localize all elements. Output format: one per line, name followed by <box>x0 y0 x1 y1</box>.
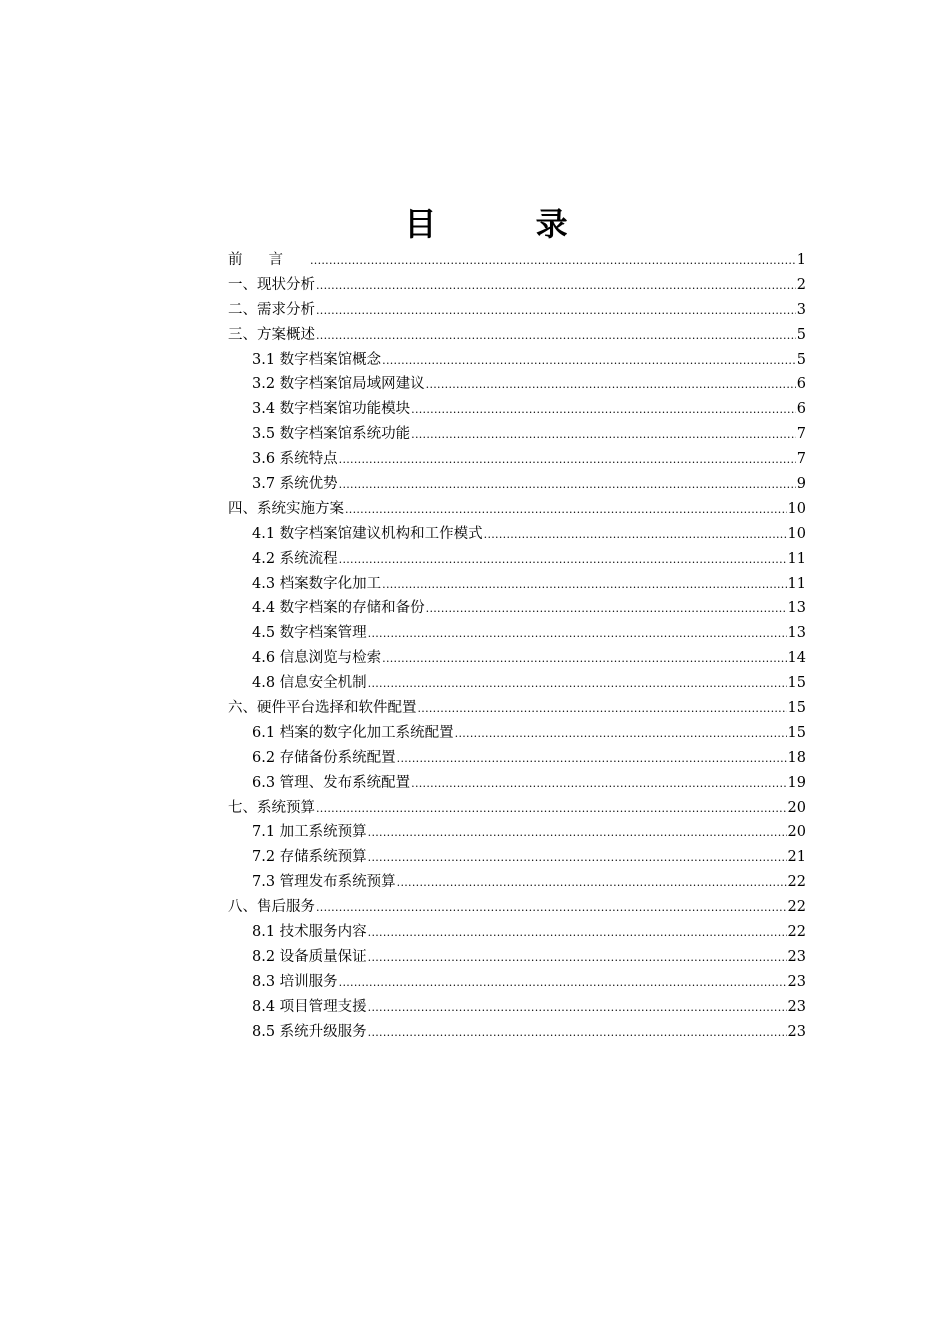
toc-entry[interactable] <box>228 920 806 945</box>
toc-entry-page: 23 <box>787 998 806 1015</box>
toc-entry-page: 20 <box>787 799 806 816</box>
toc-entry[interactable] <box>228 995 806 1020</box>
toc-dot-leader <box>345 497 787 523</box>
toc-dot-leader <box>316 895 787 921</box>
toc-entry-label: 3.7 系统优势 <box>252 476 338 493</box>
toc-entry-page: 15 <box>787 724 806 741</box>
toc-dot-leader <box>316 323 796 349</box>
toc-entry-page: 10 <box>787 525 806 542</box>
toc-entry-page: 14 <box>787 650 806 667</box>
toc-entry[interactable] <box>228 721 806 746</box>
toc-dot-leader <box>397 746 787 772</box>
toc-dot-leader <box>368 995 787 1021</box>
toc-entry-page: 20 <box>787 824 806 841</box>
toc-dot-leader <box>397 870 787 896</box>
toc-entry-label: 3.4 数字档案馆功能模块 <box>252 401 411 418</box>
toc-dot-leader <box>411 771 786 797</box>
toc-entry-label: 4.5 数字档案管理 <box>252 625 367 642</box>
toc-dot-leader <box>339 547 787 573</box>
toc-entry[interactable] <box>228 671 806 696</box>
toc-entry[interactable] <box>228 771 806 796</box>
toc-entry-label: 4.1 数字档案馆建议机构和工作模式 <box>252 525 483 542</box>
toc-dot-leader <box>418 696 787 722</box>
toc-dot-leader <box>368 945 787 971</box>
toc-entry-label: 8.1 技术服务内容 <box>252 924 367 941</box>
toc-entry[interactable] <box>228 547 806 572</box>
toc-dot-leader <box>368 820 787 846</box>
toc-dot-leader <box>316 796 787 822</box>
toc-entry-page: 21 <box>787 849 806 866</box>
toc-entry-page: 13 <box>787 600 806 617</box>
toc-entry-label: 六、硬件平台选择和软件配置 <box>228 700 417 717</box>
toc-entry-label: 八、售后服务 <box>228 899 315 916</box>
toc-entry-label: 4.6 信息浏览与检索 <box>252 650 382 667</box>
toc-entry-page: 5 <box>796 351 806 368</box>
toc-list <box>228 248 806 1045</box>
toc-entry[interactable] <box>228 248 806 273</box>
toc-dot-leader <box>382 646 786 672</box>
toc-entry[interactable] <box>228 696 806 721</box>
toc-entry-label: 3.2 数字档案馆局域网建议 <box>252 376 425 393</box>
toc-dot-leader <box>368 671 787 697</box>
toc-entry-label: 4.8 信息安全机制 <box>252 675 367 692</box>
toc-entry-label: 4.4 数字档案的存储和备份 <box>252 600 425 617</box>
toc-dot-leader <box>368 621 787 647</box>
toc-entry[interactable] <box>228 870 806 895</box>
toc-entry[interactable] <box>228 472 806 497</box>
toc-entry[interactable] <box>228 572 806 597</box>
toc-entry-label: 6.1 档案的数字化加工系统配置 <box>252 724 454 741</box>
toc-entry[interactable] <box>228 845 806 870</box>
toc-entry[interactable] <box>228 621 806 646</box>
toc-entry-label: 四、系统实施方案 <box>228 500 344 517</box>
toc-entry-label: 前言 <box>228 252 309 268</box>
toc-entry-page: 7 <box>796 426 806 443</box>
toc-entry-label: 3.1 数字档案馆概念 <box>252 351 382 368</box>
toc-dot-leader <box>368 920 787 946</box>
toc-entry-page: 6 <box>796 401 806 418</box>
toc-entry[interactable] <box>228 796 806 821</box>
toc-entry-page: 11 <box>787 550 806 567</box>
toc-dot-leader <box>310 248 796 274</box>
toc-entry-page: 15 <box>787 700 806 717</box>
toc-title: 目 录 <box>404 205 612 243</box>
toc-entry[interactable] <box>228 820 806 845</box>
toc-entry-label: 8.5 系统升级服务 <box>252 1023 367 1040</box>
toc-entry[interactable] <box>228 273 806 298</box>
toc-entry[interactable] <box>228 323 806 348</box>
toc-dot-leader <box>368 1020 787 1046</box>
toc-entry-page: 19 <box>787 774 806 791</box>
toc-entry[interactable] <box>228 746 806 771</box>
toc-entry-page: 13 <box>787 625 806 642</box>
toc-entry-page: 18 <box>787 749 806 766</box>
toc-entry-page: 1 <box>796 252 806 268</box>
toc-entry-label: 一、现状分析 <box>228 276 315 293</box>
toc-entry-label: 7.2 存储系统预算 <box>252 849 367 866</box>
toc-entry-page: 11 <box>787 575 806 592</box>
toc-entry-label: 4.3 档案数字化加工 <box>252 575 382 592</box>
toc-entry-label: 7.1 加工系统预算 <box>252 824 367 841</box>
toc-entry[interactable] <box>228 1020 806 1045</box>
toc-entry-page: 9 <box>796 476 806 493</box>
toc-entry-label: 8.2 设备质量保证 <box>252 948 367 965</box>
toc-entry-label: 三、方案概述 <box>228 326 315 343</box>
toc-entry-label: 8.3 培训服务 <box>252 973 338 990</box>
toc-dot-leader <box>316 298 796 324</box>
toc-entry-page: 22 <box>787 924 806 941</box>
toc-dot-leader <box>382 348 796 374</box>
toc-dot-leader <box>426 372 796 398</box>
toc-entry[interactable] <box>228 298 806 323</box>
toc-dot-leader <box>484 522 787 548</box>
toc-entry-page: 2 <box>796 276 806 293</box>
toc-entry-page: 5 <box>796 326 806 343</box>
toc-dot-leader <box>382 572 786 598</box>
toc-entry[interactable] <box>228 596 806 621</box>
toc-entry[interactable] <box>228 895 806 920</box>
toc-entry[interactable] <box>228 397 806 422</box>
toc-entry-label: 6.3 管理、发布系统配置 <box>252 774 411 791</box>
toc-entry-page: 6 <box>796 376 806 393</box>
toc-dot-leader <box>339 970 787 996</box>
toc-entry-label: 7.3 管理发布系统预算 <box>252 874 396 891</box>
toc-dot-leader <box>455 721 787 747</box>
toc-entry-page: 10 <box>787 500 806 517</box>
toc-dot-leader <box>368 845 787 871</box>
toc-dot-leader <box>411 397 796 423</box>
toc-dot-leader <box>411 422 796 448</box>
toc-entry[interactable] <box>228 970 806 995</box>
toc-entry[interactable] <box>228 372 806 397</box>
toc-entry-label: 二、需求分析 <box>228 301 315 318</box>
toc-dot-leader <box>339 447 796 473</box>
toc-entry[interactable] <box>228 945 806 970</box>
toc-entry-label: 3.6 系统特点 <box>252 451 338 468</box>
toc-dot-leader <box>339 472 796 498</box>
toc-dot-leader <box>316 273 796 299</box>
toc-entry[interactable] <box>228 497 806 522</box>
toc-entry[interactable] <box>228 447 806 472</box>
toc-dot-leader <box>426 596 787 622</box>
toc-entry[interactable] <box>228 646 806 671</box>
toc-entry-page: 22 <box>787 899 806 916</box>
toc-entry-page: 3 <box>796 301 806 318</box>
toc-entry-label: 4.2 系统流程 <box>252 550 338 567</box>
toc-entry-page: 23 <box>787 948 806 965</box>
toc-entry-page: 7 <box>796 451 806 468</box>
toc-entry-page: 23 <box>787 973 806 990</box>
toc-entry-label: 七、系统预算 <box>228 799 315 816</box>
toc-entry-page: 22 <box>787 874 806 891</box>
toc-entry[interactable] <box>228 522 806 547</box>
toc-entry[interactable] <box>228 348 806 373</box>
toc-entry-label: 3.5 数字档案馆系统功能 <box>252 426 411 443</box>
toc-entry-page: 15 <box>787 675 806 692</box>
toc-entry-label: 6.2 存储备份系统配置 <box>252 749 396 766</box>
toc-entry-page: 23 <box>787 1023 806 1040</box>
toc-entry-label: 8.4 项目管理支援 <box>252 998 367 1015</box>
toc-entry[interactable] <box>228 422 806 447</box>
